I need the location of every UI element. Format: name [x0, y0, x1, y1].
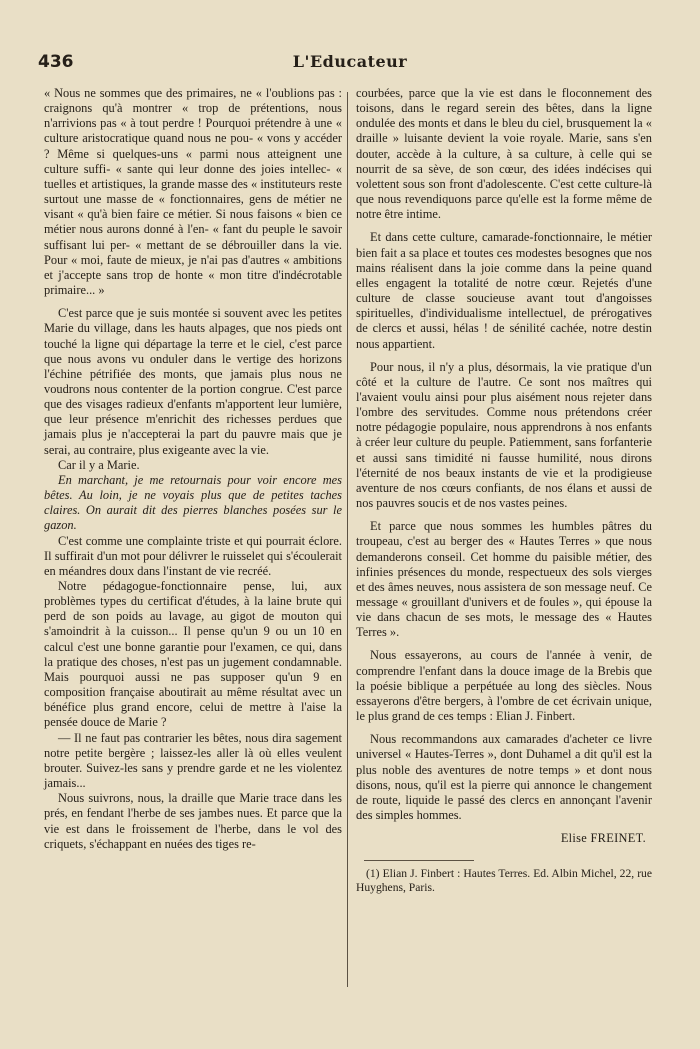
column-divider [347, 92, 348, 987]
paragraph: Nous essayerons, au cours de l'année à venir, de comprendre l'enfant dans la douce image de la Brebis que la poésie biblique a perpétuée au long des siècles. Nous essayerons d'être bergers, à l'ombre de cet écrivain unique, le plus grand de ces temps : Elian J. Finbert. [356, 648, 652, 724]
running-head: L'Educateur [292, 52, 408, 71]
paragraph: C'est comme une complainte triste et qui pourrait éclore. Il suffirait d'un mot pour délivrer le ruisselet qui s'écoulerait en méandres doux dans l'instant de vie recréé. [44, 533, 342, 578]
paragraph: Car il y a Marie. [58, 457, 140, 472]
page-number: 436 [38, 52, 74, 72]
italic-excerpt: En marchant, je me retournais pour voir encore mes bêtes. Au loin, je ne voyais plus que de petites taches claires. On aurait dit des pierres blanches posées sur le gazon. [44, 472, 342, 533]
paragraph: Nous recommandons aux camarades d'acheter ce livre universel « Hautes-Terres », dont Duhamel a dit qu'il est la plus noble des aventures de notre temps » et dont nous disons, nous, qu'il est la pierre qui annonce le changement de route, liquide le passé des clercs en annonçant l'avenir des simples hommes. [356, 732, 652, 823]
footnote-divider [364, 860, 474, 861]
author-signature: Elise FREINET. [560, 831, 646, 846]
quoted-passage: « Nous ne sommes que des primaires, ne « l'oublions pas : craignons qu'à montrer « trop de prétentions, nous n'arrivions pas « à tout perdre ! Pourquoi prétendre à une « culture aristocratique quand nous ne pou- « vons y accéder ? Même si quelques-uns « parmi nous atteignent une culture suffi- « sante qui leur donne des joies intellec- « tuelles et artistiques, la grande masse des « instituteurs reste surtout une masse de « fonctionnaires, gens de métier ne visant « qu'à bien faire ce métier. Si nous faisons « bien ce métier nous aurons donné à l'en- « fant du peuple le savoir suffisant lui per- « mettant de se débrouiller dans la vie. Pour « moi, faute de mieux, je n'ai pas d'autres « ambitions et j'accepte sans trop de honte « mon titre d'indécrotable primaire... » [44, 86, 342, 298]
paragraph: Nous suivrons, nous, la draille que Marie trace dans les prés, en fendant l'herbe de ses jambes nues. Et parce que la vie est dans le froissement de l'herbe, dans le vol des criquets, s'échappant en nuées des tiges re- [44, 791, 342, 851]
paragraph: courbées, parce que la vie est dans le floconnement des toisons, dans le regard serein des bêtes, dans la ligne ondulée des monts et dans le bleu du ciel, brusquement la « draille » luisante devient la voie royale. Marie, sans s'en douter, accède à la culture, à sa culture, à celle qui se nourrit de sa sève, de son cœur, des idées indécises qui volettent sous son front d'adolescente. C'est cette culture-là que nous revendiquons parce qu'elle est la forme même de notre être intime. [356, 86, 652, 222]
paragraph: Pour nous, il n'y a plus, désormais, la vie pratique d'un côté et la culture de l'autre. Ce sont nos maîtres qui l'avaient voulu ainsi pour plus aisément nous rejeter dans l'ombre des servitudes. Comme nous prétendons créer notre pédagogie populaire, nous apprendrons à nos enfants à créer leur culture du peuple. Patiemment, sans forfanterie et aussi sans timidité ni fausse humilité, nous dirons l'éternité de nos beaux instants de vie et la prodigieuse aventure de nos cœurs confiants, de nos élans et aussi de nos pauvres soucis et de nos vastes peines. [356, 359, 652, 511]
paragraph: C'est parce que je suis montée si souvent avec les petites Marie du village, dans les hauts alpages, que nos pieds ont touché la ligne qui départage la terre et le ciel, c'est parce que nous avons vu onduler dans le vertige des horizons l'échine pétrifiée des monts, que jamais plus nous ne voudrons nous contenter de la portion congrue. C'est parce que des visages radieux d'enfants m'apportent leur lumière, que leur présence m'enrichit des richesses perdues que jamais plus je n'accepterai la part du pauvre mais que je serai, au contraire, plus exigeante avec la vie. [44, 306, 342, 457]
right-column [356, 86, 652, 895]
paragraph: — Il ne faut pas contrarier les bêtes, nous dira sagement notre petite bergère ; laissez-les aller là où elles veulent brouter. Suivez-les sans y prendre garde et ne les violentez jamais... [44, 730, 342, 791]
left-column [44, 86, 342, 852]
paragraph: Notre pédagogue-fonctionnaire pense, lui, aux problèmes types du certificat d'études, à la laine brute qui perd de son poids au lavage, au gigot de mouton qui s'amoindrit à la cuisson... Il pense qu'un 9 ou un 10 en calcul c'est une bonne garantie pour l'examen, ce qui, dans la pratique des choses, n'est pas un jugement condamnable. Mais pourquoi aussi ne pas supposer qu'un 9 en composition française aboutirait au même résultat avec un bénéfice plus grand encore, celui de mettre à l'aise la pensée douce de Marie ? [44, 579, 342, 730]
paragraph: Et dans cette culture, camarade-fonctionnaire, le métier bien fait a sa place et toutes ces modestes besognes que nos mains réalisent dans la joie comme dans la peine quand elles engagent la totalité de notre cœur. Rejetés d'une culture de classe soucieuse avant tout d'angoisses spirituelles, d'individualisme intellectuel, de prérogatives de clercs et aussi, hélas ! de sénilité cachée, notre destin nous appartient. [356, 230, 652, 351]
page-header [38, 52, 662, 76]
paragraph: Et parce que nous sommes les humbles pâtres du troupeau, c'est au berger des « Hautes Terres » que nous demanderons conseil. Cet homme du paisible métier, des infinies présences du monde, respectueux des sols vierges et des âmes neuves, nous assistera de son message neuf. Ce message « grouillant d'univers et de foules », qui épouse la vie dans chacun de ses mots, le message des « Hautes Terres ». [356, 519, 652, 640]
footnote: (1) Elian J. Finbert : Hautes Terres. Ed. Albin Michel, 22, rue Huyghens, Paris. [356, 867, 652, 895]
